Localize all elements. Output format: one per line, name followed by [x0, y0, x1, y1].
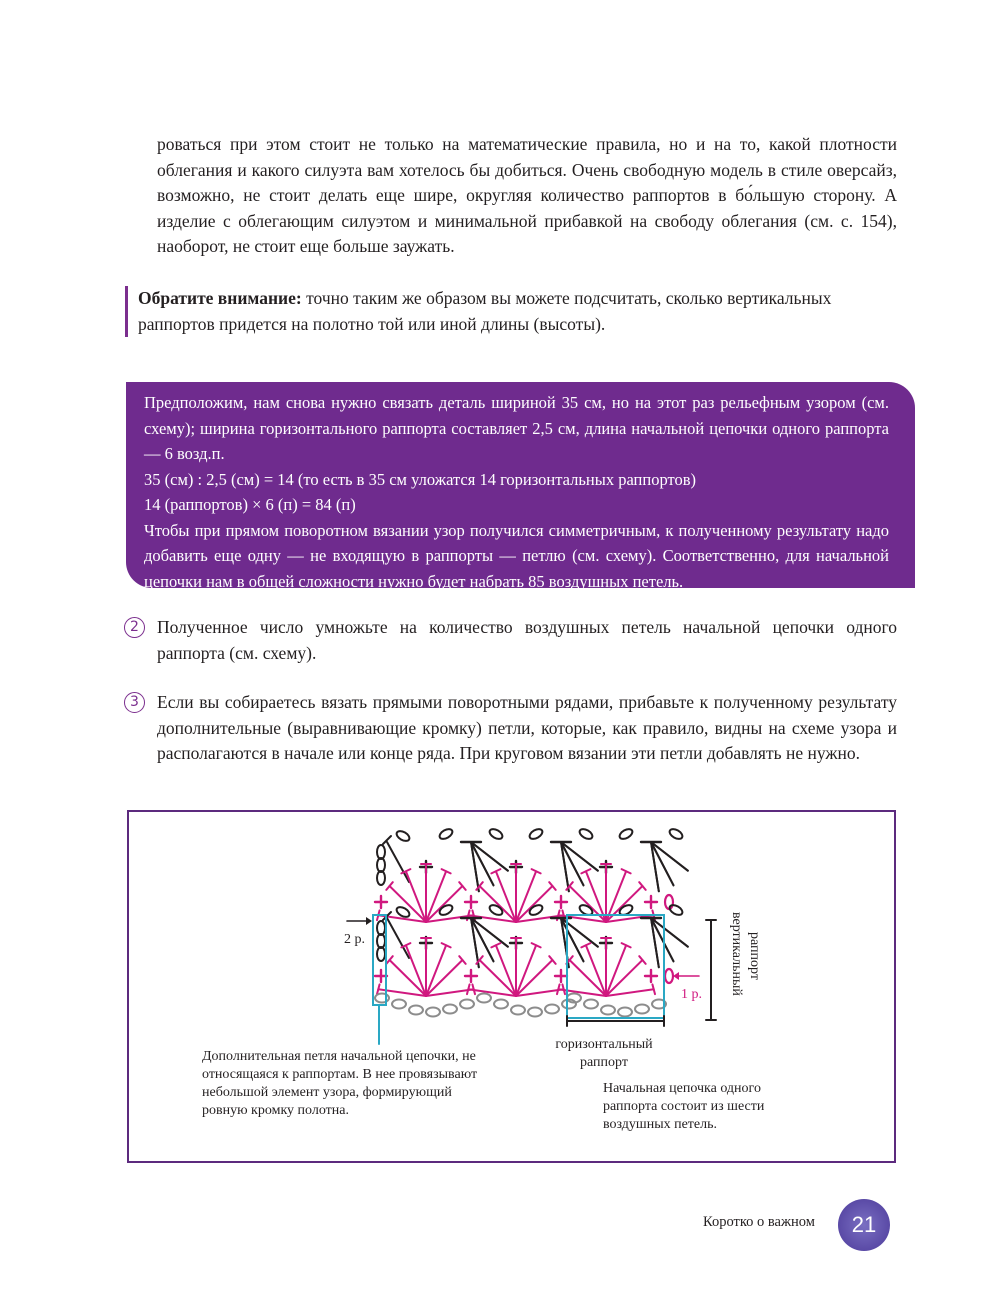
foundation-chain-stitch — [494, 1000, 508, 1009]
double-crochet — [480, 960, 516, 996]
chain-stitch — [578, 827, 594, 841]
chain-stitch — [438, 827, 454, 841]
repeat-highlight-box — [567, 915, 664, 1018]
treble-crochet — [651, 842, 688, 871]
foundation-chain-stitch — [477, 994, 491, 1003]
double-crochet-top — [652, 984, 655, 994]
chain-stitch — [618, 827, 634, 841]
foundation-chain-stitch — [409, 1006, 423, 1015]
double-crochet — [606, 886, 642, 922]
chain-stitch — [488, 903, 504, 917]
chain-stitch — [438, 903, 454, 917]
note-text: точно таким же образом вы можете подсчитать, сколько вертикальных раппортов придется на полотно той или иной длины (высоты). — [138, 288, 832, 334]
step-text: Полученное число умножьте на количество воздушных петель начальной цепочки одного раппорта (см. схему). — [157, 617, 897, 663]
chain-stitch — [377, 845, 385, 859]
double-crochet — [570, 960, 606, 996]
horizontal-repeat-label: горизонтальный раппорт — [555, 1037, 653, 1070]
double-crochet — [516, 945, 536, 996]
double-crochet — [390, 960, 426, 996]
foundation-chain-stitch — [511, 1006, 525, 1015]
note-label: Обратите внимание: — [138, 288, 302, 308]
chain-stitch — [377, 934, 385, 948]
step-text: Если вы собираетесь вязать прямыми поворотными рядами, прибавьте к полученному результату дополнительные (выравнивающие кромку) петли, которые, как правило, видны на схеме узора и располагаются в начале или конце ряда. При круговом вязании эти петли добавлять не нужно. — [157, 692, 897, 763]
intro-paragraph: роваться при этом стоит не только на математические правила, но и на то, какой плотности облегания и какого силуэта вам хотелось бы добиться. Очень свободную модель в стиле оверсайз, возможно, не стоит делать еще шире, округляя количество раппортов в бо́льшую сторону. А изделие с облегающим силуэтом и минимальной прибавкой на свободу облегания (см. с. 154), наоборот, не стоит еще больше заужать. — [157, 134, 897, 256]
chain-stitch — [668, 903, 684, 917]
caption-extra-loop: Дополнительная петля начальной цепочки, не относящаяся к раппортам. В нее провязывают небольшой элемент узора, формирующий ровную кромку полотна. — [202, 1049, 478, 1118]
chain-stitch — [395, 905, 411, 919]
row-2-label: 2 р. — [344, 932, 365, 947]
example-line: Предположим, нам снова нужно связать деталь шириной 35 см, но на этот раз рельефным узором (см. схему); ширина горизонтального раппорта составляет 2,5 см, длина начальной цепочки одного раппорта — 6 возд.п. — [144, 393, 889, 463]
double-crochet — [426, 960, 462, 996]
chain-stitch — [665, 969, 673, 983]
double-crochet — [606, 945, 626, 996]
foundation-chain-stitch — [584, 1000, 598, 1009]
treble-crochet — [471, 842, 508, 871]
treble-crochet — [387, 918, 409, 958]
chain-stitch — [395, 829, 411, 843]
chain-stitch — [528, 827, 544, 841]
foundation-chain-stitch — [545, 1005, 559, 1014]
foundation-chain-stitch — [528, 1008, 542, 1017]
arrow-head-icon — [366, 917, 372, 925]
chain-stitch — [488, 827, 504, 841]
treble-crochet — [651, 918, 688, 947]
double-crochet — [480, 886, 516, 922]
treble-crochet — [387, 842, 409, 882]
vertical-repeat-label: вертикальный — [729, 912, 744, 996]
example-box — [126, 382, 915, 591]
step-3 — [124, 690, 897, 767]
step-number-badge: 2 — [124, 617, 145, 638]
double-crochet-top — [557, 984, 560, 994]
foundation-chain-stitch — [618, 1008, 632, 1017]
caption-chain-repeat: Начальная цепочка одного раппорта состоит из шести воздушных петель. — [603, 1081, 765, 1132]
double-crochet — [606, 960, 642, 996]
double-crochet — [516, 960, 552, 996]
double-crochet — [586, 945, 606, 996]
attention-note — [125, 286, 910, 337]
page-number-badge: 21 — [838, 1199, 890, 1251]
example-line: 35 (см) : 2,5 (см) = 14 (то есть в 35 см уложатся 14 горизонтальных раппортов) — [144, 469, 697, 489]
chain-stitch — [377, 921, 385, 935]
double-crochet — [406, 945, 426, 996]
double-crochet — [496, 945, 516, 996]
arrow-head-icon — [673, 972, 679, 980]
foundation-chain-stitch — [443, 1005, 457, 1014]
footer-section-title: Коротко о важном — [703, 1214, 815, 1230]
chain-stitch — [528, 903, 544, 917]
treble-crochet — [471, 918, 508, 947]
double-crochet — [516, 886, 552, 922]
chain-stitch — [377, 871, 385, 885]
treble-crochet — [561, 842, 598, 871]
double-crochet — [570, 886, 606, 922]
foundation-chain-stitch — [392, 1000, 406, 1009]
chain-stitch — [377, 858, 385, 872]
crochet-diagram-figure — [127, 810, 896, 1163]
example-line: Чтобы при прямом поворотном вязании узор получился симметричным, к полученному результату надо добавить еще одну — не входящую в раппорты — петлю (см. схему). Соответственно, для начальной цепочки нам в общей сложности нужно будет набрать 85 воздушных петель. — [144, 520, 889, 591]
foundation-chain-stitch — [635, 1005, 649, 1014]
foundation-chain-stitch — [426, 1008, 440, 1017]
foundation-chain-stitch — [601, 1006, 615, 1015]
double-crochet — [426, 886, 462, 922]
chain-stitch — [668, 827, 684, 841]
chain-stitch — [377, 947, 385, 961]
double-crochet-top — [467, 984, 470, 994]
vertical-repeat-label: раппорт — [747, 932, 762, 980]
double-crochet — [426, 945, 446, 996]
foundation-chain-stitch — [460, 1000, 474, 1009]
example-line: 14 (раппортов) × 6 (п) = 84 (п) — [144, 495, 356, 514]
double-crochet-top — [377, 984, 380, 994]
row-1-label: 1 р. — [681, 987, 702, 1002]
step-number-badge: 3 — [124, 692, 145, 713]
step-2 — [124, 615, 897, 666]
